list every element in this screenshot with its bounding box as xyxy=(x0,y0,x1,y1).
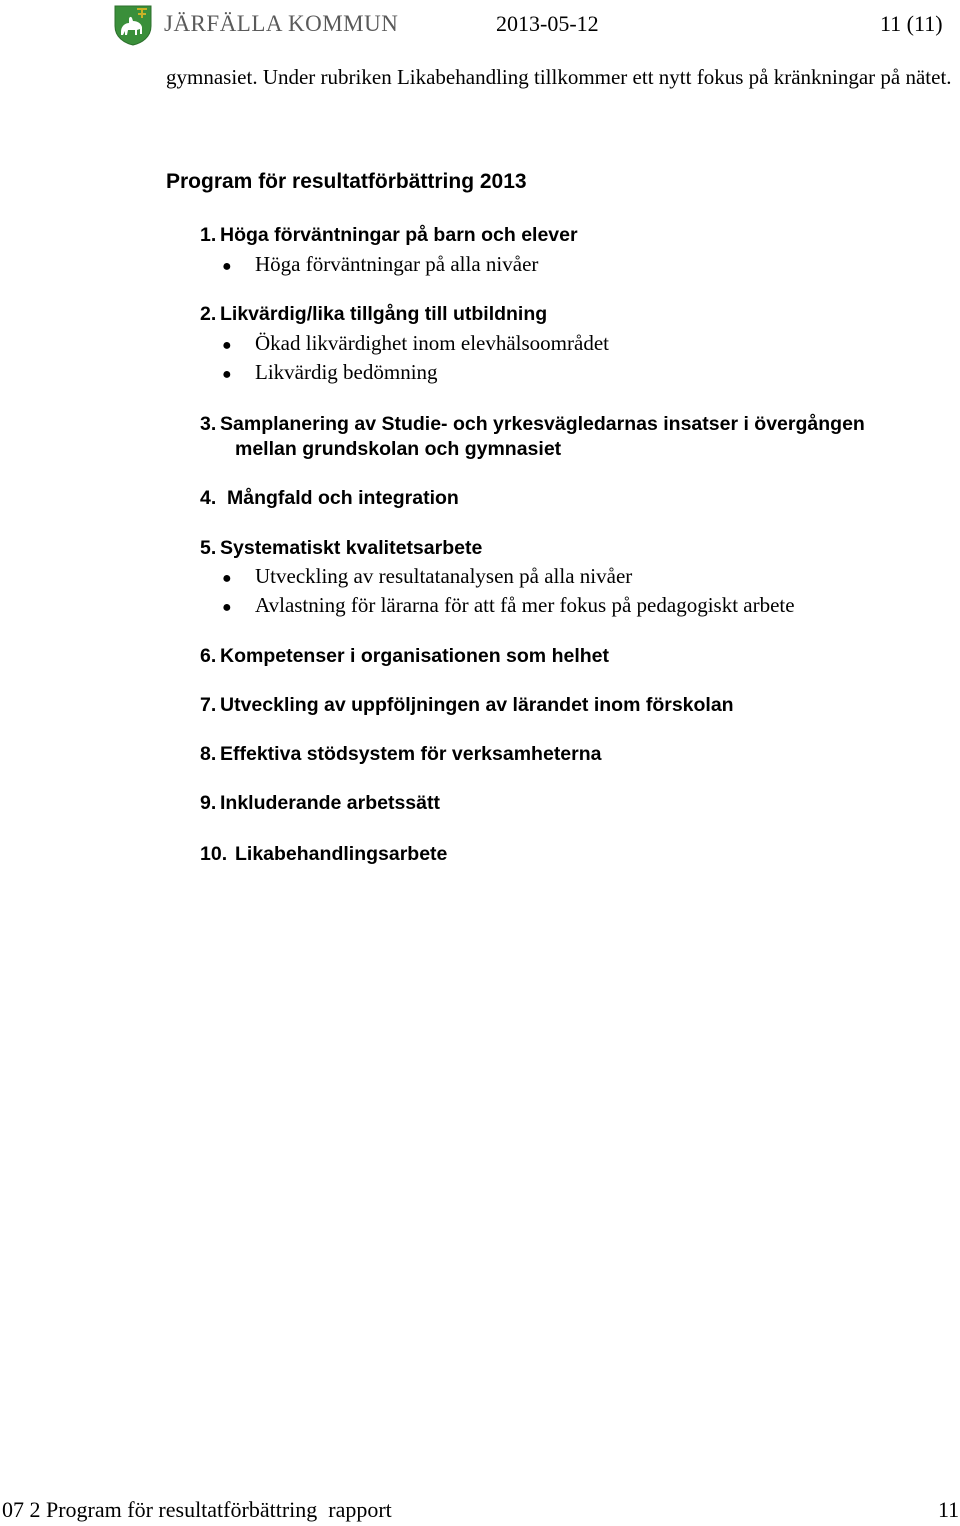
footer-document-name: 07 2 Program för resultatförbättring rapport xyxy=(2,1497,392,1522)
item-title: Inkluderande arbetssätt xyxy=(220,792,440,814)
item-title: Likvärdig/lika tillgång till utbildning xyxy=(220,303,548,325)
bullet-dot-icon: ● xyxy=(222,570,232,587)
item-title: Effektiva stödsystem för verksamheterna xyxy=(220,743,602,765)
program-item-3 xyxy=(200,412,865,462)
intro-paragraph: gymnasiet. Under rubriken Likabehandling tillkommer ett nytt fokus på kränkningar på nätet. xyxy=(166,65,952,89)
page-indicator: 11 (11) xyxy=(880,11,943,36)
bullet-item: ● Höga förväntningar på alla nivåer xyxy=(222,252,539,276)
item-title: Höga förväntningar på barn och elever xyxy=(220,224,578,246)
item-number: 7. xyxy=(200,694,217,716)
bullet-item: ● Ökad likvärdighet inom elevhälsoområdet xyxy=(222,331,609,355)
program-item-9 xyxy=(200,792,440,815)
item-number: 4. xyxy=(200,487,217,509)
footer-page-number: 11 xyxy=(938,1497,960,1522)
program-item-8 xyxy=(200,743,602,766)
bullet-item: ● Utveckling av resultatanalysen på alla nivåer xyxy=(222,564,633,588)
item-number: 5. xyxy=(200,537,217,559)
item-title-continuation: mellan grundskolan och gymnasiet xyxy=(235,438,562,460)
bullet-item: ● Avlastning för lärarna för att få mer fokus på pedagogiskt arbete xyxy=(222,593,795,617)
item-number: 3. xyxy=(200,413,217,435)
bullet-dot-icon: ● xyxy=(222,599,232,616)
item-number: 2. xyxy=(200,303,217,325)
section-heading: Program för resultatförbättring 2013 xyxy=(166,170,527,193)
bullet-dot-icon: ● xyxy=(222,258,232,275)
item-number: 10. xyxy=(200,843,228,865)
program-item-1 xyxy=(200,224,578,247)
document-date: 2013-05-12 xyxy=(496,11,599,36)
item-title: Systematiskt kvalitetsarbete xyxy=(220,537,483,559)
municipality-name: JÄRFÄLLA KOMMUN xyxy=(164,11,399,36)
item-title: Samplanering av Studie- och yrkesvägledarnas insatser i övergången xyxy=(220,413,865,435)
bullet-dot-icon: ● xyxy=(222,337,232,354)
municipality-shield-logo-icon xyxy=(113,4,153,46)
bullet-dot-icon: ● xyxy=(222,366,232,383)
program-item-2 xyxy=(200,303,547,326)
item-number: 1. xyxy=(200,224,217,246)
program-item-10 xyxy=(200,843,447,866)
item-number: 8. xyxy=(200,743,217,765)
program-item-7 xyxy=(200,694,734,717)
item-title: Likabehandlingsarbete xyxy=(235,843,448,865)
item-title: Mångfald och integration xyxy=(227,487,459,509)
bullet-item: ● Likvärdig bedömning xyxy=(222,360,438,384)
program-item-5 xyxy=(200,537,482,560)
program-item-6 xyxy=(200,645,609,668)
item-title: Kompetenser i organisationen som helhet xyxy=(220,645,609,667)
item-number: 9. xyxy=(200,792,217,814)
item-number: 6. xyxy=(200,645,217,667)
item-title: Utveckling av uppföljningen av lärandet inom förskolan xyxy=(220,694,734,716)
program-item-4 xyxy=(200,487,459,510)
